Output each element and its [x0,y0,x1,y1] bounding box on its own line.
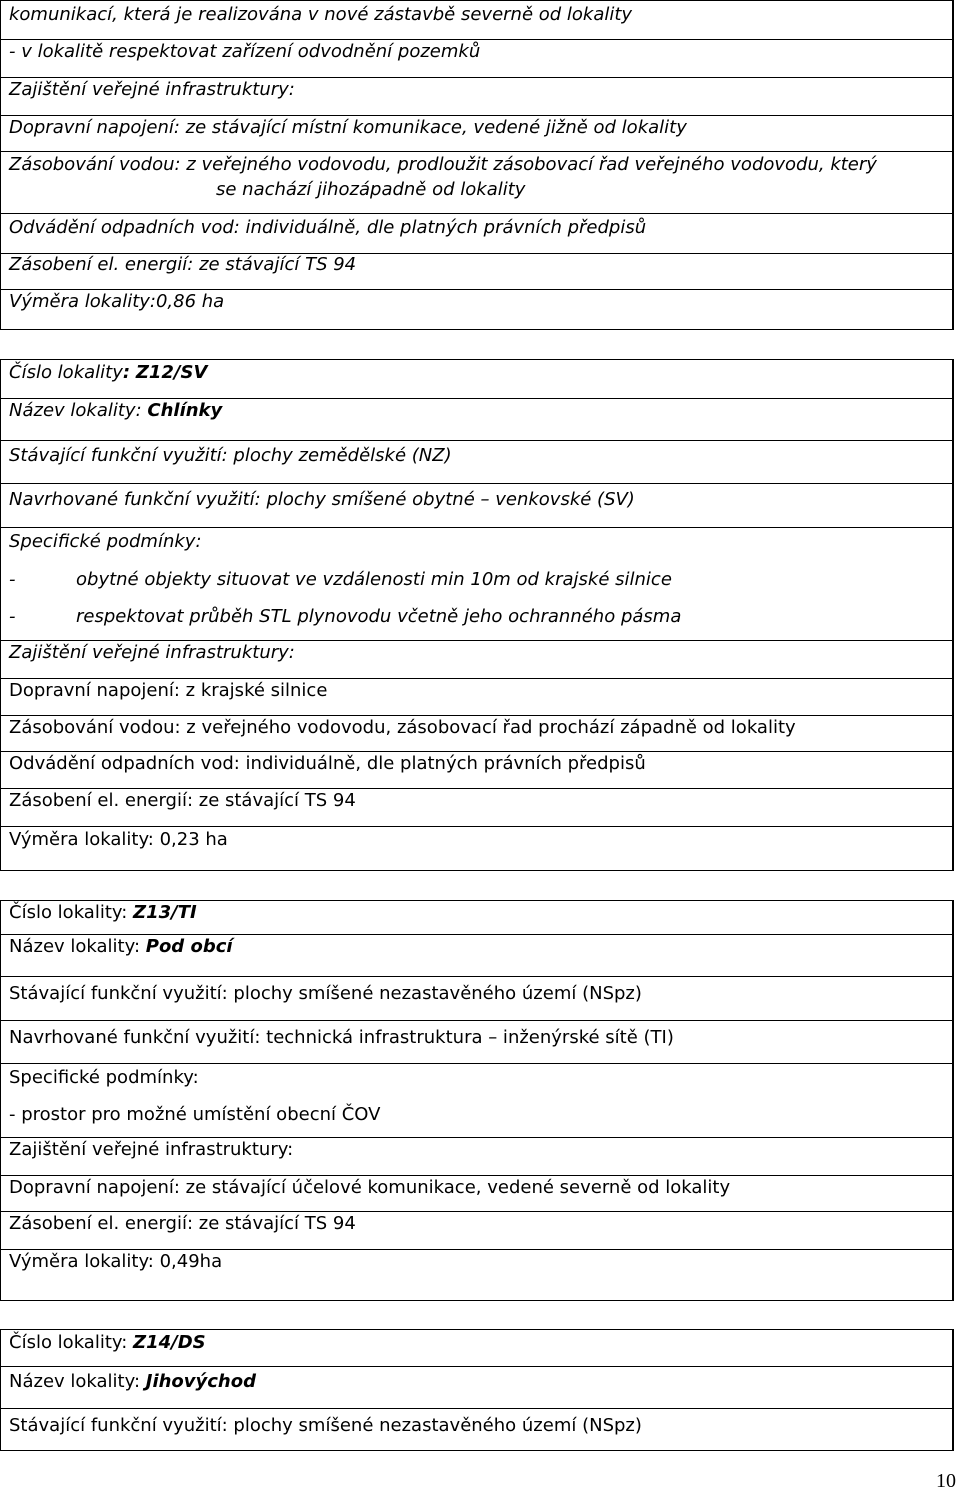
table-row [1,751,952,788]
area: Výměra lokality: 0,23 ha [9,829,228,850]
table-row [1,151,952,213]
row-text: Výměra lokality:0,86 ha [9,291,225,312]
infrastructure-heading: Zajištění veřejné infrastruktury: [9,1139,294,1160]
row-text: komunikací, která je realizována v nové zástavbě severně od lokality [9,4,633,25]
table-row [1,527,952,640]
locality-name: Název lokality: Jihovýchod [9,1371,256,1392]
table-row [1,115,952,151]
table-row [1,788,952,826]
table-row [1,398,952,440]
table-row [1,901,952,934]
table-row [1,640,952,678]
table-row [1,289,952,329]
proposed-use: Navrhované funkční využití: plochy smíšené obytné – venkovské (SV) [9,489,635,510]
specific-conditions: Specifické podmínky: [9,531,202,552]
row-text: Odvádění odpadních vod: individuálně, dle platných právních předpisů [9,217,647,238]
table-row [1,678,952,715]
transport-connection: Dopravní napojení: z krajské silnice [9,680,328,701]
specific-conditions: Specifické podmínky: [9,1067,199,1088]
locality-table-z12 [0,359,954,871]
condition-item: - prostor pro možné umístění obecní ČOV [9,1104,381,1125]
locality-table-z14 [0,1329,954,1451]
table-row [1,77,952,115]
condition-item: - obytné objekty situovat ve vzdálenosti min 10m od krajské silnice [9,569,672,590]
locality-table-z13 [0,900,954,1301]
table-row [1,1211,952,1249]
table-row [1,483,952,527]
locality-code: Z13/TI [133,902,197,923]
locality-code: Z14/DS [133,1332,206,1353]
table-row [1,1063,952,1137]
table-row [1,1020,952,1063]
table-row [1,1366,952,1408]
locality-number: Číslo lokality: Z13/TI [9,902,197,923]
table-row [1,360,952,398]
table-row [1,39,952,77]
locality-code: Z12/SV [135,362,208,383]
water-supply: Zásobování vodou: z veřejného vodovodu, zásobovací řad prochází západně od lokality [9,717,796,738]
transport-connection: Dopravní napojení: ze stávající účelové komunikace, vedené severně od lokality [9,1177,731,1198]
table-row [1,213,952,253]
table-row [1,440,952,483]
row-text: Zajištění veřejné infrastruktury: [9,79,295,100]
table-row [1,1,952,39]
table-row [1,1175,952,1211]
table-row [1,1137,952,1175]
table-row [1,1249,952,1302]
electricity-supply: Zásobení el. energií: ze stávající TS 94 [9,790,356,811]
table-row [1,1330,952,1366]
proposed-use: Navrhované funkční využití: technická infrastruktura – inženýrské sítě (TI) [9,1027,674,1048]
locality-name: Název lokality: Pod obcí [9,936,233,957]
locality-number: Číslo lokality: Z12/SV [9,362,208,383]
table-row [1,934,952,976]
locality-number: Číslo lokality: Z14/DS [9,1332,206,1353]
area: Výměra lokality: 0,49ha [9,1251,223,1272]
row-text-continuation: se nachází jihozápadně od lokality [216,179,526,200]
table-row [1,976,952,1020]
locality-name-value: Jihovýchod [145,1371,256,1392]
condition-item: - respektovat průběh STL plynovodu včetně jeho ochranného pásma [9,606,682,627]
electricity-supply: Zásobení el. energií: ze stávající TS 94 [9,1213,356,1234]
table-row [1,253,952,289]
row-text: Dopravní napojení: ze stávající místní komunikace, vedené jižně od lokality [9,117,687,138]
locality-continuation-table [0,0,954,330]
infrastructure-heading: Zajištění veřejné infrastruktury: [9,642,295,663]
locality-name-value: Chlínky [147,400,223,421]
current-use: Stávající funkční využití: plochy smíšené nezastavěného území (NSpz) [9,1415,642,1436]
table-row [1,1408,952,1450]
page-number: 10 [936,1470,956,1492]
row-text: Zásobování vodou: z veřejného vodovodu, prodloužit zásobovací řad veřejného vodovodu, který [9,154,877,175]
row-text: Zásobení el. energií: ze stávající TS 94 [9,254,357,275]
table-row [1,715,952,751]
current-use: Stávající funkční využití: plochy zemědělské (NZ) [9,445,452,466]
locality-name-value: Pod obcí [145,936,233,957]
wastewater: Odvádění odpadních vod: individuálně, dle platných právních předpisů [9,753,646,774]
row-text: - v lokalitě respektovat zařízení odvodnění pozemků [9,41,481,62]
table-row [1,826,952,870]
locality-name: Název lokality: Chlínky [9,400,223,421]
current-use: Stávající funkční využití: plochy smíšené nezastavěného území (NSpz) [9,983,642,1004]
